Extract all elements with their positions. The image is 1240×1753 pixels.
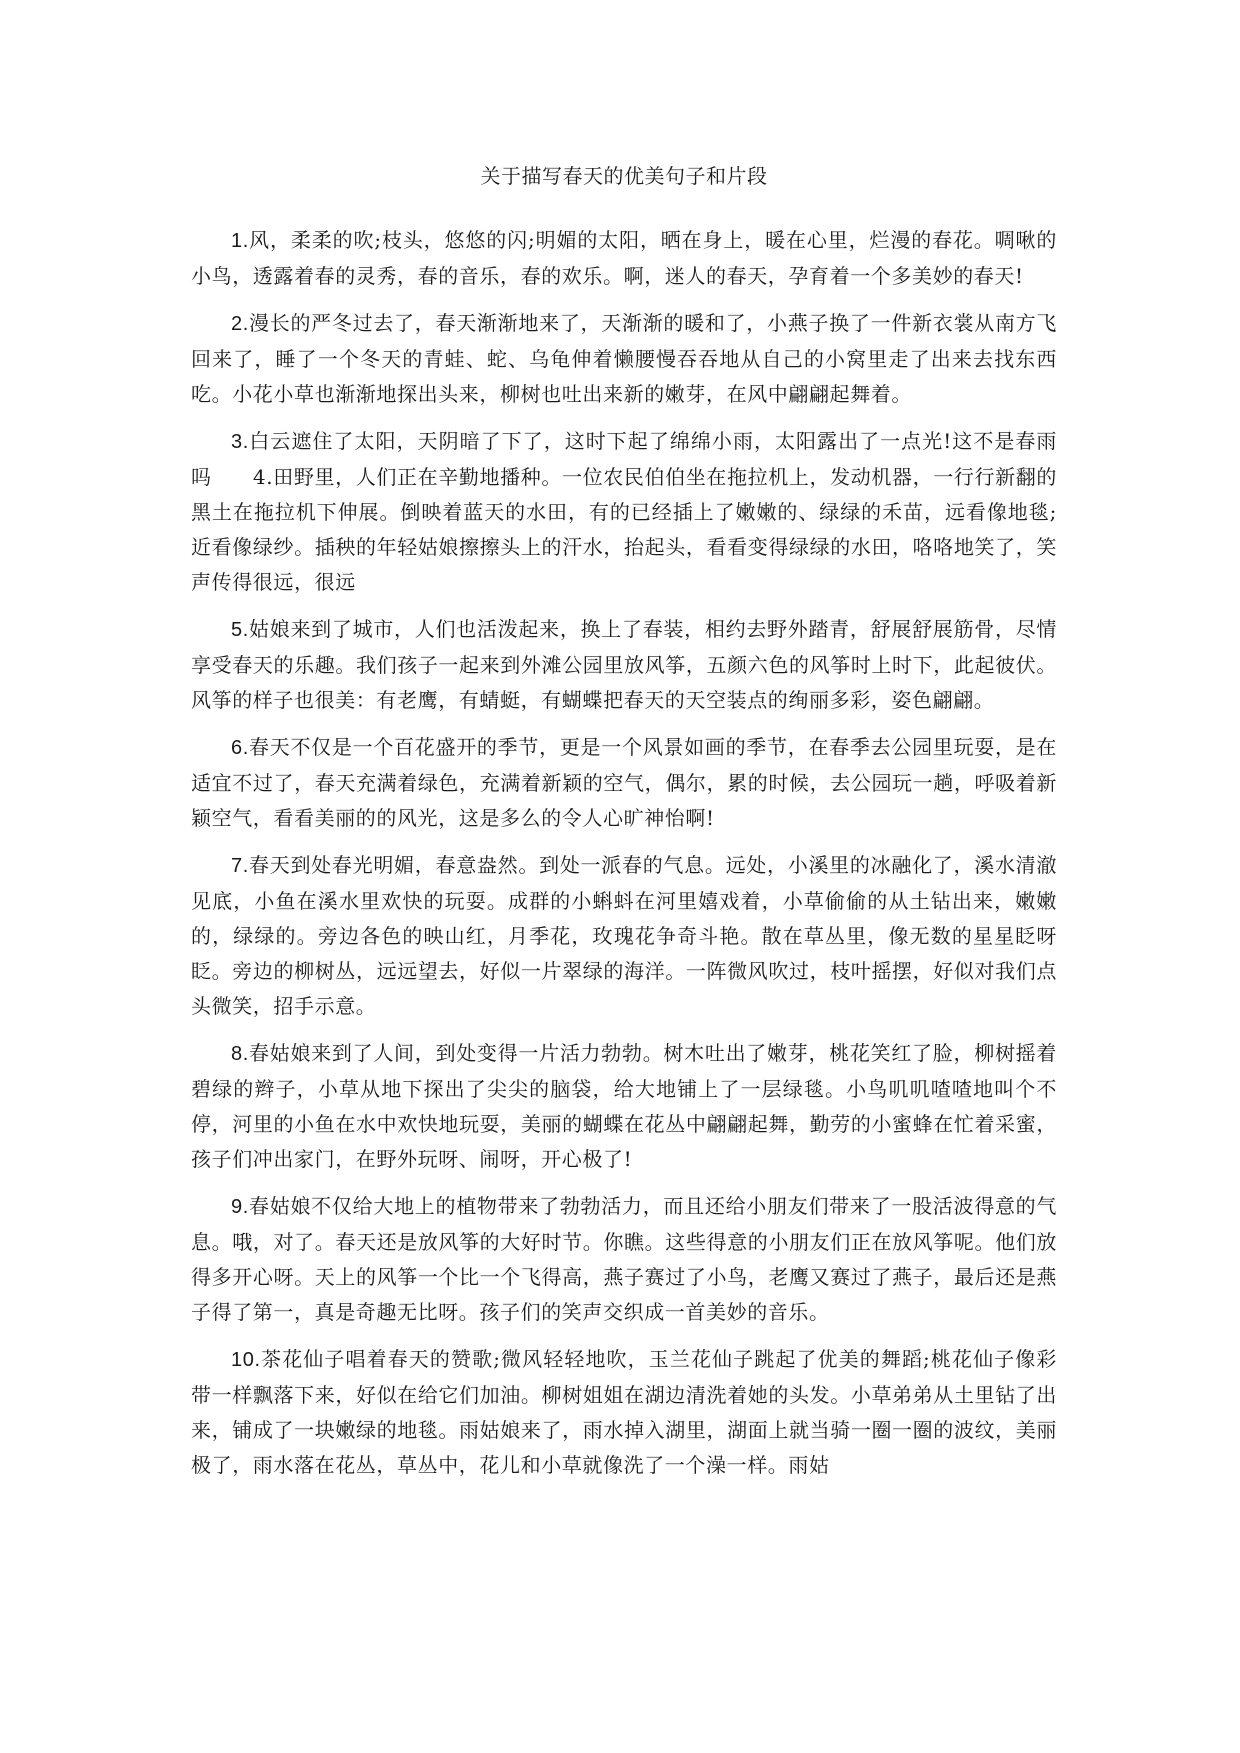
paragraph-text: 漫长的严冬过去了，春天渐渐地来了，天渐渐的暖和了，小燕子换了一件新衣裳从南方飞回来了，睡了一个冬天的青蛙、蛇、乌龟伸着懒腰慢吞吞地从自己的小窝里走了出来去找东西吃。小花小草也渐渐地探出头来，柳树也吐出来新的嫩芽，在风中翩翩起舞着。 xyxy=(191,311,1057,406)
paragraph-number: 2. xyxy=(231,313,249,335)
paragraph xyxy=(191,306,1057,412)
paragraph-text: 茶花仙子唱着春天的赞歌;微风轻轻地吹，玉兰花仙子跳起了优美的舞蹈;桃花仙子像彩带一样飘落下来，好似在给它们加油。柳树姐姐在湖边清洗着她的头发。小草弟弟从土里钻了出来，铺成了一块嫩绿的地毯。雨姑娘来了，雨水掉入湖里，湖面上就当骑一圈一圈的波纹，美丽极了，雨水落在花丛，草丛中，花儿和小草就像洗了一个澡一样。雨姑 xyxy=(191,1347,1057,1477)
paragraph-number: 3. xyxy=(231,431,249,453)
document-title: 关于描写春天的优美句子和片段 xyxy=(480,164,768,188)
paragraph xyxy=(191,730,1057,836)
paragraph-number: 1. xyxy=(231,230,249,252)
paragraph-text: 风，柔柔的吹;枝头，悠悠的闪;明媚的太阳，晒在身上，暖在心里，烂漫的春花。啁啾的小鸟，透露着春的灵秀，春的音乐，春的欢乐。啊，迷人的春天，孕育着一个多美妙的春天! xyxy=(191,228,1057,288)
paragraph-list xyxy=(191,223,1057,1483)
paragraph-number: 8. xyxy=(231,1043,249,1065)
paragraph-text: 白云遮住了太阳，天阴暗了下了，这时下起了绵绵小雨，太阳露出了一点光!这不是春雨吗 4.田野里，人们正在辛勤地播种。一位农民伯伯坐在拖拉机上，发动机器，一行行新翻的黑土在拖拉机下伸展。倒映着蓝天的水田，有的已经插上了嫩嫩的、绿绿的禾苗，远看像地毯;近看像绿纱。插秧的年轻姑娘擦擦头上的汗水，抬起头，看看变得绿绿的水田，咯咯地笑了，笑声传得很远，很远 xyxy=(191,429,1057,594)
paragraph-number: 5. xyxy=(231,619,249,641)
paragraph xyxy=(191,424,1057,600)
paragraph xyxy=(191,1036,1057,1177)
paragraph-text: 春姑娘来到了人间，到处变得一片活力勃勃。树木吐出了嫩芽，桃花笑红了脸，柳树摇着碧绿的辫子，小草从地下探出了尖尖的脑袋，给大地铺上了一层绿毯。小鸟叽叽喳喳地叫个不停，河里的小鱼在水中欢快地玩耍，美丽的蝴蝶在花丛中翩翩起舞，勤劳的小蜜蜂在忙着采蜜，孩子们冲出家门，在野外玩呀、闹呀，开心极了! xyxy=(191,1041,1057,1171)
paragraph xyxy=(191,612,1057,718)
paragraph-text: 春天到处春光明媚，春意盎然。到处一派春的气息。远处，小溪里的冰融化了，溪水清澈见底，小鱼在溪水里欢快的玩耍。成群的小蝌蚪在河里嬉戏着，小草偷偷的从土钻出来，嫩嫩的，绿绿的。旁边各色的映山红，月季花，玫瑰花争奇斗艳。散在草丛里，像无数的星星眨呀眨。旁边的柳树丛，远远望去，好似一片翠绿的海洋。一阵微风吹过，枝叶摇摆，好似对我们点头微笑，招手示意。 xyxy=(191,853,1057,1018)
paragraph-text: 姑娘来到了城市，人们也活泼起来，换上了春装，相约去野外踏青，舒展舒展筋骨，尽情享受春天的乐趣。我们孩子一起来到外滩公园里放风筝，五颜六色的风筝时上时下，此起彼伏。风筝的样子也很美：有老鹰，有蜻蜓，有蝴蝶把春天的天空装点的绚丽多彩，姿色翩翩。 xyxy=(191,617,1057,712)
paragraph xyxy=(191,848,1057,1024)
paragraph xyxy=(191,1342,1057,1483)
paragraph-number: 7. xyxy=(231,855,249,877)
paragraph xyxy=(191,1189,1057,1330)
paragraph xyxy=(191,223,1057,294)
paragraph-text: 春天不仅是一个百花盛开的季节，更是一个风景如画的季节，在春季去公园里玩耍，是在适宜不过了，春天充满着绿色，充满着新颖的空气，偶尔，累的时候，去公园玩一趟，呼吸着新颖空气，看看美丽的的风光，这是多么的令人心旷神怡啊! xyxy=(191,735,1057,830)
paragraph-number: 6. xyxy=(231,737,249,759)
paragraph-text: 春姑娘不仅给大地上的植物带来了勃勃活力，而且还给小朋友们带来了一股活波得意的气息。哦，对了。春天还是放风筝的大好时节。你瞧。这些得意的小朋友们正在放风筝呢。他们放得多开心呀。天上的风筝一个比一个飞得高，燕子赛过了小鸟，老鹰又赛过了燕子，最后还是燕子得了第一，真是奇趣无比呀。孩子们的笑声交织成一首美妙的音乐。 xyxy=(191,1194,1057,1324)
paragraph-number: 9. xyxy=(231,1196,249,1218)
paragraph-number: 10. xyxy=(231,1349,261,1371)
